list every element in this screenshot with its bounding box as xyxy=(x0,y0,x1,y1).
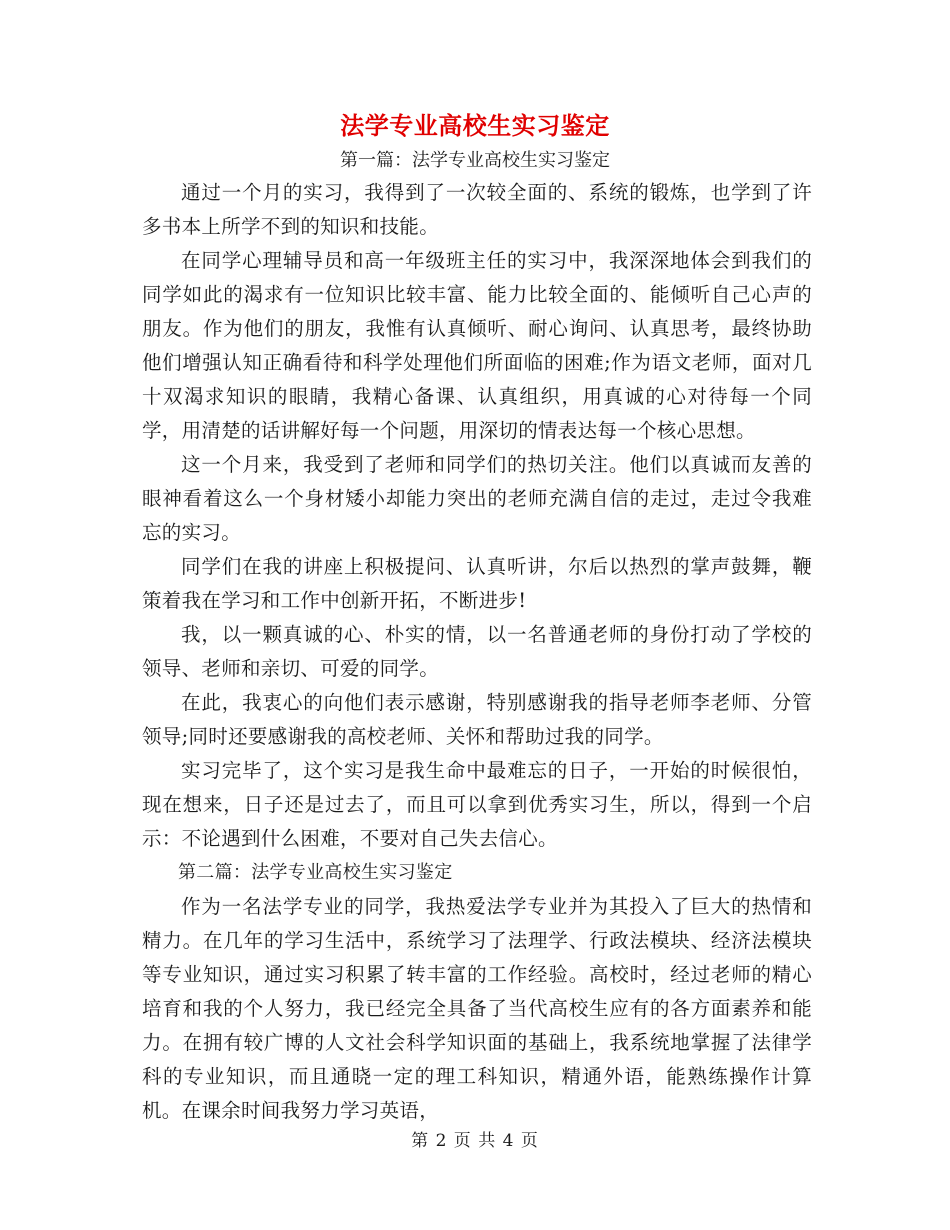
paragraph: 在同学心理辅导员和高一年级班主任的实习中，我深深地体会到我们的同学如此的渴求有一位知识比较丰富、能力比较全面的、能倾听自己心声的朋友。作为他们的朋友，我惟有认真倾听、耐心询问、认真思考，最终协助他们增强认知正确看待和科学处理他们所面临的困难;作为语文老师，面对几十双渴求知识的眼睛，我精心备课、认真组织，用真诚的心对待每一个同学，用清楚的话讲解好每一个问题，用深切的情表达每一个核心思想。 xyxy=(142,249,812,442)
paragraph: 我，以一颗真诚的心、朴实的情，以一名普通老师的身份打动了学校的领导、老师和亲切、可爱的同学。 xyxy=(142,623,812,680)
paragraph: 通过一个月的实习，我得到了一次较全面的、系统的锻炼，也学到了许多书本上所学不到的知识和技能。 xyxy=(142,181,812,238)
document-title: 法学专业高校生实习鉴定 xyxy=(340,112,610,140)
page-footer: 第 2 页 共 4 页 xyxy=(411,1131,539,1151)
document-body xyxy=(142,176,812,1128)
paragraph: 作为一名法学专业的同学，我热爱法学专业并为其投入了巨大的热情和精力。在几年的学习生活中，系统学习了法理学、行政法模块、经济法模块等专业知识，通过实习积累了转丰富的工作经验。高校时，经过老师的精心培育和我的个人努力，我已经完全具备了当代高校生应有的各方面素养和能力。在拥有较广博的人文社会科学知识面的基础上，我系统地掌握了法律学科的专业知识，而且通晓一定的理工科知识，精通外语，能熟练操作计算机。在课余时间我努力学习英语， xyxy=(142,895,812,1122)
section-2-heading: 第二篇：法学专业高校生实习鉴定 xyxy=(178,862,453,883)
paragraph: 在此，我衷心的向他们表示感谢，特别感谢我的指导老师李老师、分管领导;同时还要感谢我的高校老师、关怀和帮助过我的同学。 xyxy=(142,691,812,748)
section-1-heading: 第一篇：法学专业高校生实习鉴定 xyxy=(340,150,610,171)
paragraph: 这一个月来，我受到了老师和同学们的热切关注。他们以真诚而友善的眼神看着这么一个身材矮小却能力突出的老师充满自信的走过，走过令我难忘的实习。 xyxy=(142,453,812,544)
paragraph: 实习完毕了，这个实习是我生命中最难忘的日子，一开始的时候很怕，现在想来，日子还是过去了，而且可以拿到优秀实习生，所以，得到一个启示：不论遇到什么困难，不要对自己失去信心。 xyxy=(142,759,812,850)
paragraph: 同学们在我的讲座上积极提问、认真听讲，尔后以热烈的掌声鼓舞，鞭策着我在学习和工作中创新开拓，不断进步! xyxy=(142,555,812,612)
